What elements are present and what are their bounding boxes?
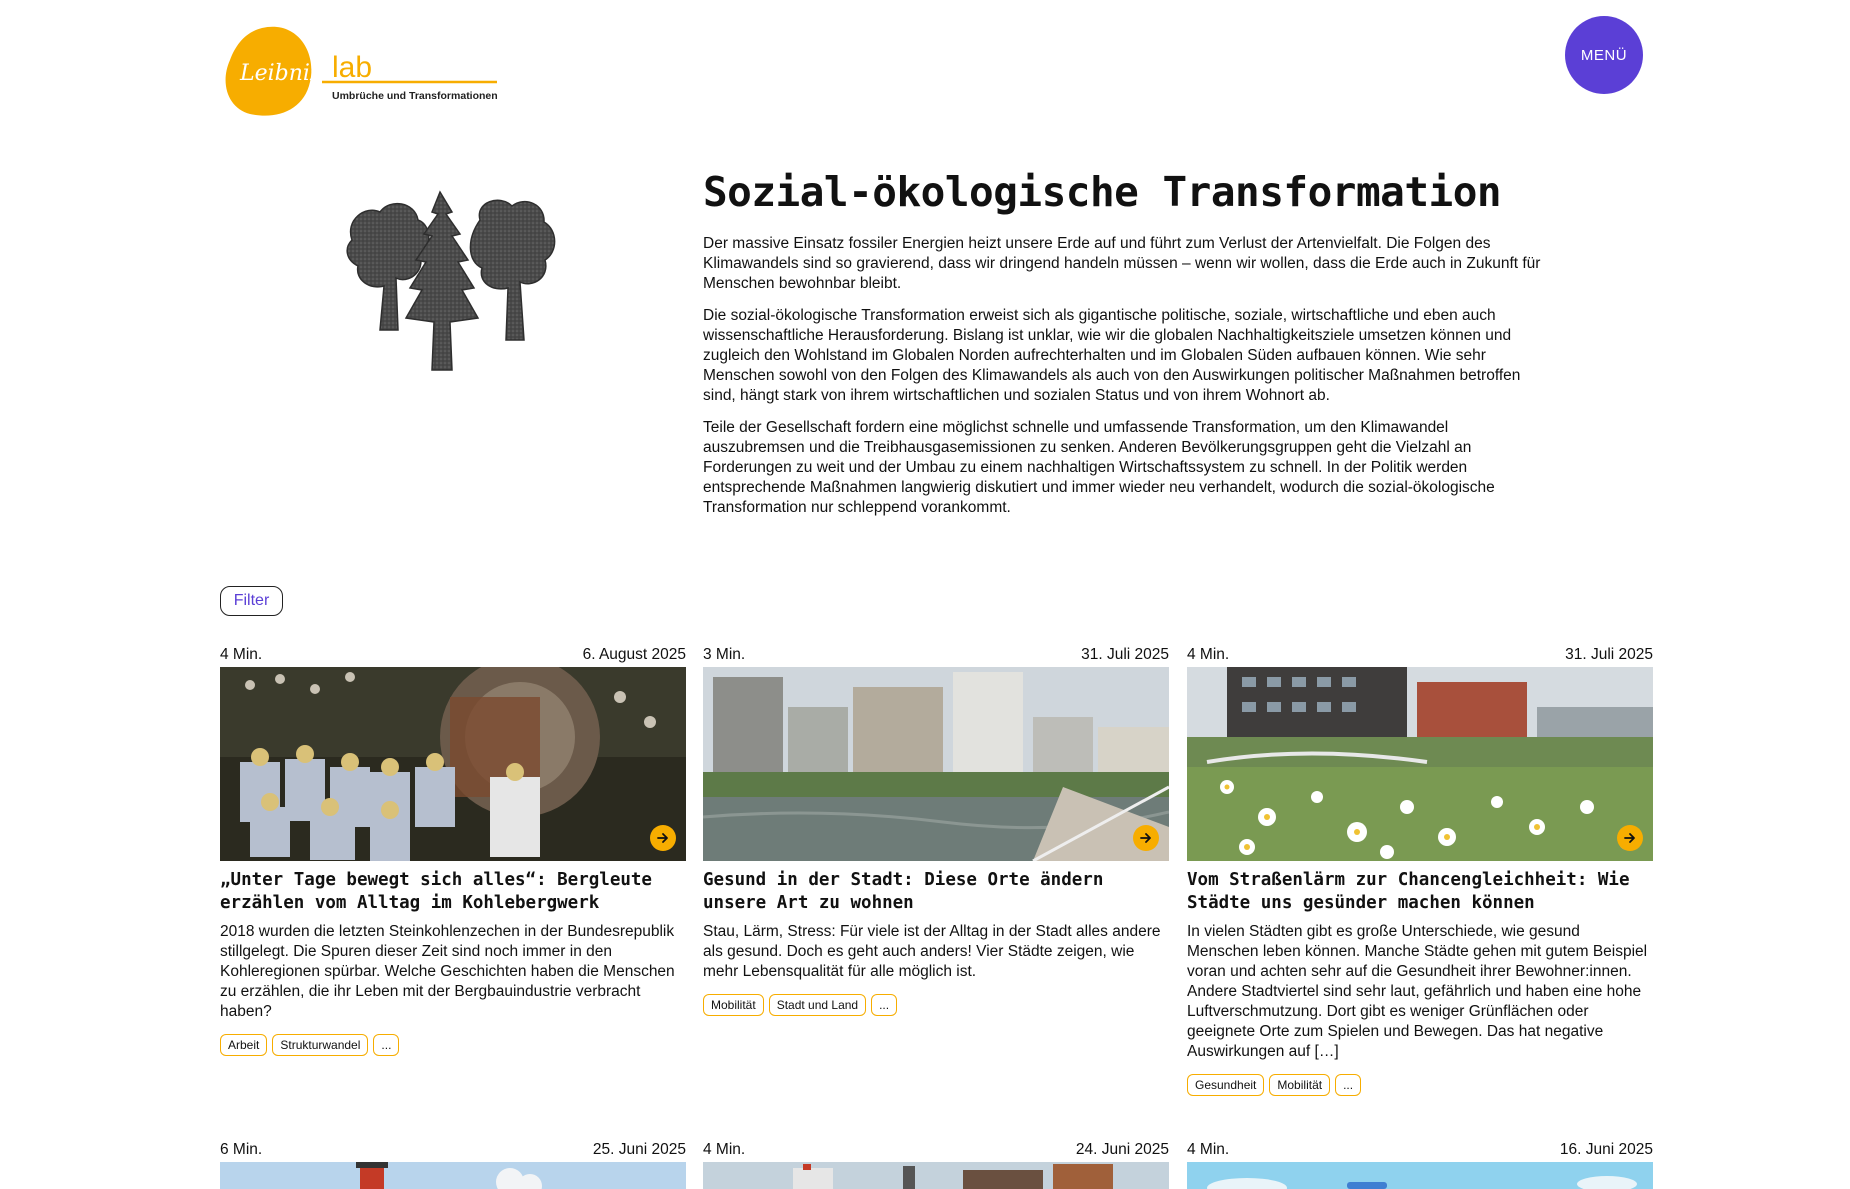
- read-time: 4 Min.: [1187, 646, 1230, 663]
- article-image[interactable]: [220, 1162, 686, 1189]
- tag-list: [1187, 1074, 1653, 1096]
- filter-button[interactable]: Filter: [220, 586, 283, 616]
- publish-date: 25. Juni 2025: [592, 1141, 686, 1158]
- article-card[interactable]: [703, 1141, 1169, 1189]
- arrow-right-icon[interactable]: [1133, 825, 1159, 851]
- tag-more[interactable]: ...: [373, 1034, 399, 1056]
- article-teaser: In vielen Städten gibt es große Unterschiede, wie gesund Menschen leben können. Manche Städte gehen mit gutem Beispiel voran und achten sehr auf die Gesundheit ihrer Bewohner:innen. Andere Stadtviertel sind sehr laut, gefährlich und haben eine hohe Luftverschmutzung. Dort gibt es weniger Grünflächen oder geeignete Orte zum Spielen und Bewegen. Das hat negative Auswirkungen auf […]: [1187, 923, 1648, 1060]
- card-meta: [220, 1141, 686, 1159]
- leibniz-lab-logo[interactable]: [222, 22, 512, 122]
- intro-text: [703, 234, 1553, 530]
- tag[interactable]: Gesundheit: [1187, 1074, 1264, 1096]
- svg-text:lab: lab: [332, 51, 373, 84]
- card-meta: [703, 1141, 1169, 1159]
- trees-illustration: [340, 190, 570, 390]
- publish-date: 24. Juni 2025: [1075, 1141, 1169, 1158]
- card-meta: [220, 646, 686, 664]
- svg-text:Umbrüche und Transformationen: Umbrüche und Transformationen: [332, 90, 498, 102]
- intro-paragraph-3: Teile der Gesellschaft fordern eine möglichst schnelle und umfassende Transformation, um den Klimawandel auszubremsen und die Treibhausgasemissionen zu senken. Anderen Bevölkerungsgruppen geht die Vielzahl an Forderungen zu weit und der Umbau zu einem nachhaltigen Wirtschaftssystem zu schnell. In der Politik werden entsprechende Maßnahmen langwierig diskutiert und immer wieder neu verhandelt, wodurch die sozial-ökologische Transformation nur schleppend vorankommt.: [703, 419, 1495, 516]
- read-time: 3 Min.: [703, 646, 746, 663]
- read-time: 6 Min.: [220, 1141, 263, 1158]
- article-card[interactable]: [703, 646, 1169, 1016]
- article-image[interactable]: [1187, 1162, 1653, 1189]
- article-teaser: Stau, Lärm, Stress: Für viele ist der Alltag in der Stadt alles andere als gesund. Doch es geht auch anders! Vier Städte zeigen, wie mehr Lebensqualität für alle möglich ist.: [703, 923, 1161, 980]
- article-card[interactable]: [220, 646, 686, 1056]
- tag[interactable]: Mobilität: [1269, 1074, 1330, 1096]
- tag-list: [703, 994, 1169, 1016]
- article-card[interactable]: [1187, 1141, 1653, 1189]
- tag[interactable]: Stadt und Land: [769, 994, 866, 1016]
- tag[interactable]: Strukturwandel: [272, 1034, 368, 1056]
- tag-list: [220, 1034, 686, 1056]
- publish-date: 16. Juni 2025: [1559, 1141, 1653, 1158]
- publish-date: 31. Juli 2025: [1081, 646, 1169, 663]
- article-image[interactable]: [703, 1162, 1169, 1189]
- article-title[interactable]: Gesund in der Stadt: Diese Orte ändern unsere Art zu wohnen: [703, 870, 1104, 913]
- intro-paragraph-2: Die sozial-ökologische Transformation erweist sich als gigantische politische, soziale, wirtschaftliche und eben auch wissenschaftliche Herausforderung. Bislang ist unklar, wie wir die globalen Nachhaltigkeitsziele umsetzen können und zugleich den Wohlstand im Globalen Norden aufrechterhalten und im Globalen Süden aufbauen können. Wie sehr Menschen sowohl von den Folgen des Klimawandels als auch von den Auswirkungen politischer Maßnahmen betroffen sind, hängt stark von ihrem wirtschaftlichen und sozialen Status und von ihrem Wohnort ab.: [703, 307, 1521, 404]
- tag-more[interactable]: ...: [871, 994, 897, 1016]
- arrow-right-icon[interactable]: [1617, 825, 1643, 851]
- card-meta: [1187, 646, 1653, 664]
- article-card[interactable]: [1187, 646, 1653, 1096]
- article-teaser: 2018 wurden die letzten Steinkohlenzechen in der Bundesrepublik stillgelegt. Die Spuren dieser Zeit sind noch immer in den Kohleregionen spürbar. Welche Geschichten haben die Menschen zu erzählen, die ihr Leben mit der Bergbauindustrie verbracht haben?: [220, 923, 675, 1020]
- menu-button[interactable]: MENÜ: [1565, 16, 1643, 94]
- article-title[interactable]: „Unter Tage bewegt sich alles“: Bergleute erzählen vom Alltag im Kohlebergwerk: [220, 870, 652, 913]
- arrow-right-icon[interactable]: [650, 825, 676, 851]
- article-image[interactable]: [703, 667, 1169, 861]
- card-meta: [703, 646, 1169, 664]
- svg-text:Leibniz: Leibniz: [240, 61, 322, 86]
- tag[interactable]: Mobilität: [703, 994, 764, 1016]
- read-time: 4 Min.: [220, 646, 263, 663]
- article-image[interactable]: [220, 667, 686, 861]
- intro-paragraph-1: Der massive Einsatz fossiler Energien heizt unsere Erde auf und führt zum Verlust der Artenvielfalt. Die Folgen des Klimawandels sind so gravierend, dass wir dringend handeln müssen – wenn wir wollen, dass die Erde auch in Zukunft für Menschen bewohnbar bleibt.: [703, 235, 1541, 292]
- page-title: Sozial-ökologische Transformation: [703, 168, 1502, 216]
- article-image[interactable]: [1187, 667, 1653, 861]
- tag-more[interactable]: ...: [1335, 1074, 1361, 1096]
- publish-date: 31. Juli 2025: [1565, 646, 1653, 663]
- read-time: 4 Min.: [703, 1141, 746, 1158]
- card-meta: [1187, 1141, 1653, 1159]
- article-title[interactable]: Vom Straßenlärm zur Chancengleichheit: Wie Städte uns gesünder machen können: [1187, 870, 1630, 913]
- article-card[interactable]: [220, 1141, 686, 1189]
- tag[interactable]: Arbeit: [220, 1034, 267, 1056]
- publish-date: 6. August 2025: [582, 646, 686, 663]
- read-time: 4 Min.: [1187, 1141, 1230, 1158]
